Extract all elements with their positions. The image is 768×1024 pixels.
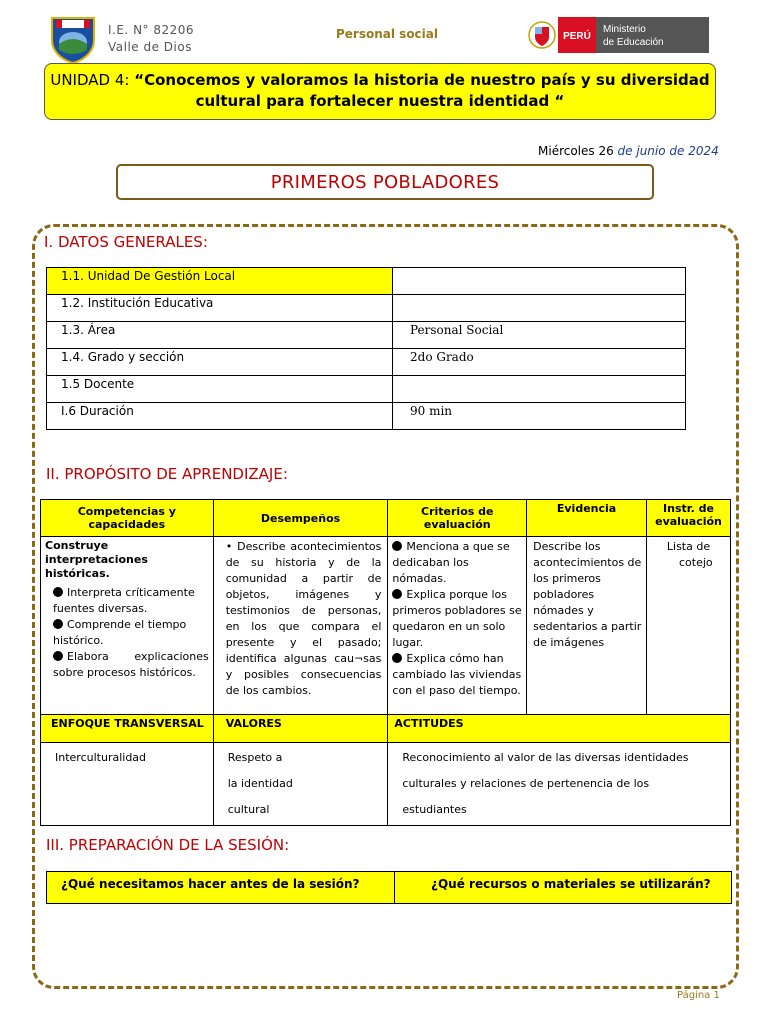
table-row (47, 349, 686, 376)
preparation-question-1: ¿Qué necesitamos hacer antes de la sesión? (47, 872, 395, 904)
date-weekday: Miércoles 26 (538, 144, 618, 158)
section-purpose-heading: II. PROPÓSITO DE APRENDIZAJE: (46, 465, 288, 483)
section-general-data-heading: I. DATOS GENERALES: (44, 233, 208, 251)
bullet-icon (392, 541, 402, 551)
purpose-table (40, 499, 731, 826)
preparation-table (46, 871, 732, 904)
criteria-item (392, 539, 522, 587)
table-row (47, 403, 686, 430)
row-label: 1.3. Área (47, 322, 393, 349)
col-header-performance: Desempeños (213, 500, 388, 537)
row-value: 2do Grado (393, 349, 686, 376)
values-line: cultural (227, 803, 270, 816)
instrument-line1: Lista de (666, 540, 711, 553)
row-value (393, 376, 686, 403)
ministry-logo (527, 17, 709, 53)
session-date (538, 144, 719, 158)
attitudes-header: ACTITUDES (388, 715, 731, 743)
attitudes-line: culturales y relaciones de pertenencia de los (402, 777, 650, 790)
row-value: 90 min (393, 403, 686, 430)
competence-title: Construye interpretaciones históricas. (45, 539, 148, 580)
capacity-text: Comprende el tiempo histórico. (53, 618, 187, 647)
bullet-icon (53, 651, 63, 661)
table-row (41, 743, 731, 826)
competencies-cell (41, 537, 214, 715)
row-value (393, 268, 686, 295)
table-row (41, 537, 731, 715)
row-label: I.6 Duración (47, 403, 393, 430)
school-number: I.E. N° 82206 (108, 23, 195, 37)
table-row (47, 376, 686, 403)
col-header-evidence: Evidencia (527, 500, 647, 537)
general-data-table (46, 267, 686, 430)
subject-label: Personal social (336, 27, 438, 41)
ministry-line2: de Educación (603, 37, 664, 48)
instrument-cell (647, 537, 731, 715)
col-header-competencies: Competencias y capacidades (41, 500, 214, 537)
row-label: 1.4. Grado y sección (47, 349, 393, 376)
unit-banner (44, 63, 716, 120)
attitudes-line: Reconocimiento al valor de las diversas identidades (402, 751, 689, 764)
table-row (47, 322, 686, 349)
row-label: 1.1. Unidad De Gestión Local (47, 268, 393, 295)
table-row (41, 715, 731, 743)
ministry-line1: Ministerio (603, 24, 646, 35)
bullet-icon (53, 619, 63, 629)
table-row (41, 500, 731, 537)
table-row (47, 872, 732, 904)
bullet-icon (392, 653, 402, 663)
page-number: Página 1 (677, 990, 720, 1001)
col-header-instrument: Instr. de evaluación (647, 500, 731, 537)
table-row (47, 295, 686, 322)
values-line: Respeto a (227, 751, 283, 764)
school-name (108, 22, 194, 56)
section-preparation-heading: III. PREPARACIÓN DE LA SESIÓN: (46, 836, 290, 854)
criteria-item (392, 587, 522, 651)
preparation-question-2: ¿Qué recursos o materiales se utilizarán? (395, 872, 732, 904)
values-header: VALORES (213, 715, 388, 743)
bullet-icon (392, 589, 402, 599)
school-logo (48, 14, 98, 64)
criteria-text: Menciona a que se dedicaban los nómadas. (392, 540, 510, 585)
approach-header: ENFOQUE TRANSVERSAL (41, 715, 214, 743)
attitudes-line: estudiantes (402, 803, 467, 816)
date-rest: de junio de 2024 (617, 144, 719, 158)
attitudes-cell (388, 743, 731, 826)
ministry-country: PERÚ (563, 31, 591, 42)
values-line: la identidad (227, 777, 293, 790)
session-title: PRIMEROS POBLADORES (116, 164, 654, 200)
criteria-text: Explica porque los primeros pobladores se quedaron en un solo lugar. (392, 588, 522, 649)
table-row (47, 268, 686, 295)
capacity-item (45, 649, 209, 681)
criteria-text: Explica cómo han cambiado las viviendas con el paso del tiempo. (392, 652, 522, 697)
capacity-item (45, 617, 209, 649)
approach-cell: Interculturalidad (41, 743, 214, 826)
evidence-cell: Describe los acontecimientos de los primeros pobladores nómades y sedentarios a partir de imágenes (527, 537, 647, 715)
values-cell (213, 743, 388, 826)
row-label: 1.5 Docente (47, 376, 393, 403)
capacity-item (45, 585, 209, 617)
bullet-icon (53, 587, 63, 597)
criteria-cell (388, 537, 527, 715)
unit-title: “Conocemos y valoramos la historia de nuestro país y su diversidad cultural para fortalecer nuestra identidad “ (134, 71, 710, 110)
row-value: Personal Social (393, 322, 686, 349)
row-label: 1.2. Institución Educativa (47, 295, 393, 322)
school-place: Valle de Dios (108, 40, 192, 54)
row-value (393, 295, 686, 322)
instrument-line2: cotejo (679, 556, 713, 569)
criteria-item (392, 651, 522, 699)
performance-cell: • Describe acontecimientos de su historia y de la comunidad a partir de objetos, imágenes y testimonios de personas, en los que compara el presente y el pasado; identifica algunas cau¬sas y posibles consecuencias de los cambios. (213, 537, 388, 715)
unit-prefix: UNIDAD 4: (50, 71, 135, 89)
capacity-text: Elabora explicaciones sobre procesos históricos. (53, 650, 209, 679)
capacity-text: Interpreta críticamente fuentes diversas. (53, 586, 195, 615)
col-header-criteria: Criterios de evaluación (388, 500, 527, 537)
